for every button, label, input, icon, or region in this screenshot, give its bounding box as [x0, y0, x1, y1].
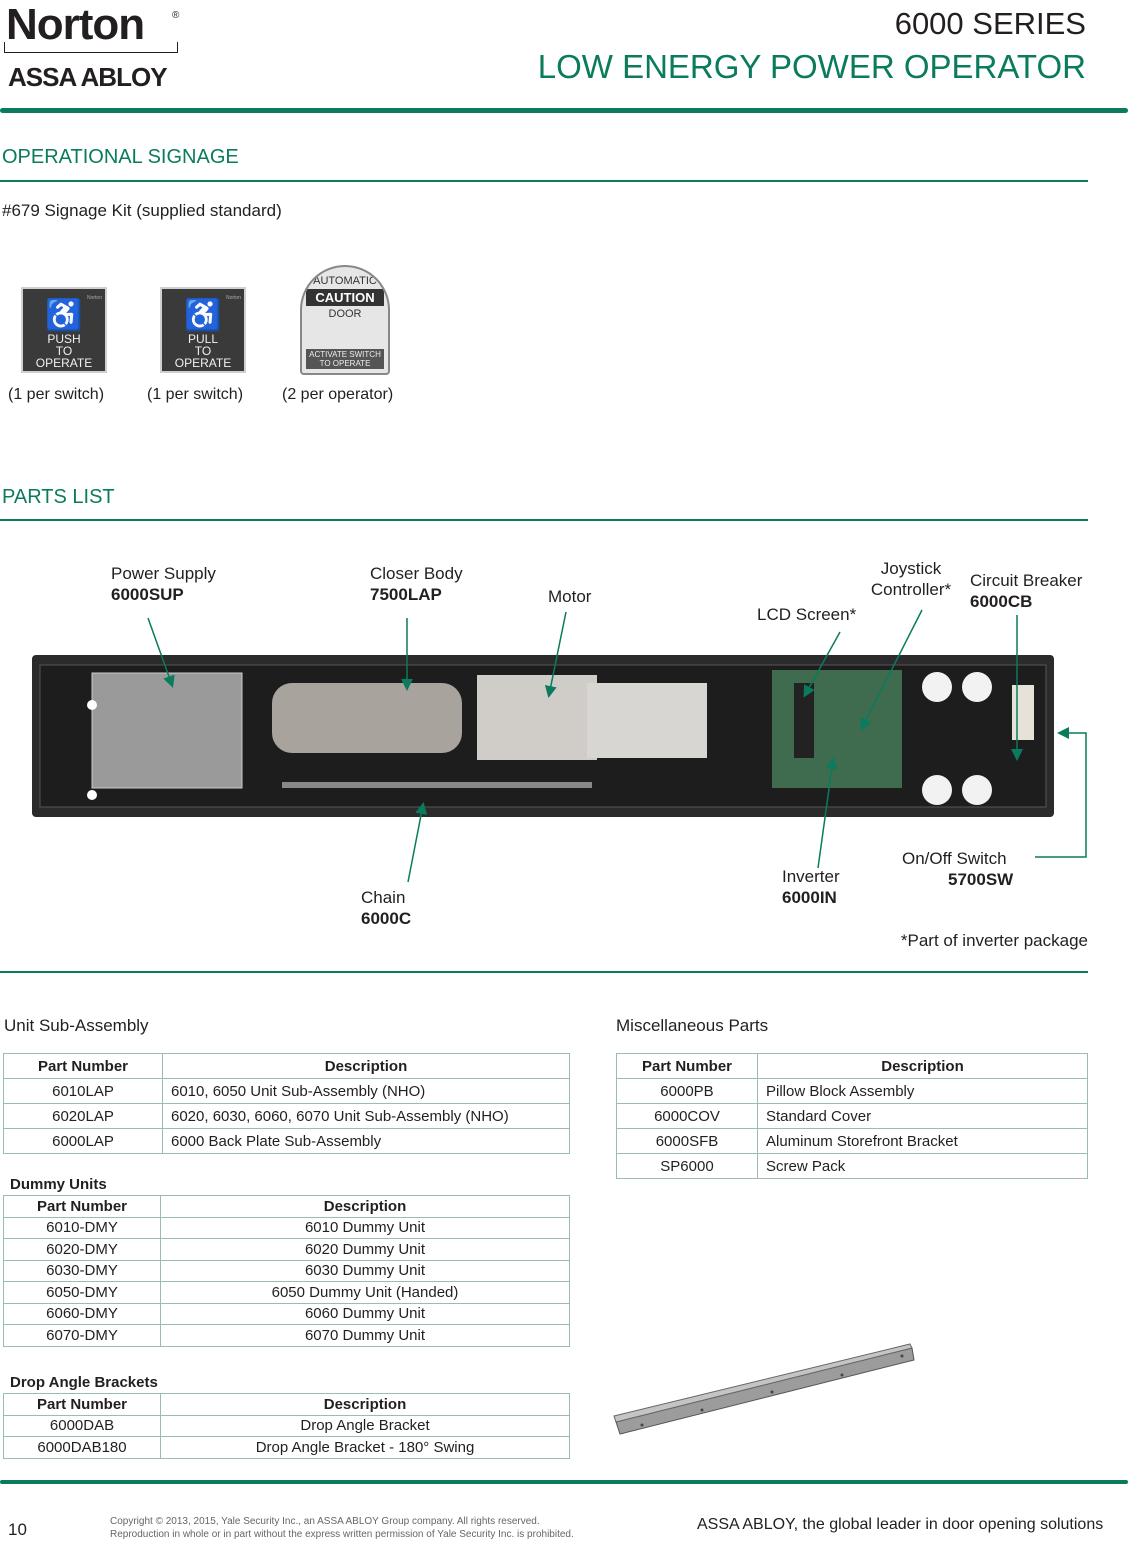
- sign-brand: Norton: [225, 295, 241, 301]
- misc-parts-title: Miscellaneous Parts: [616, 1016, 769, 1035]
- signage-kit-title: #679 Signage Kit (supplied standard): [2, 201, 282, 220]
- label-motor: Motor: [548, 587, 592, 606]
- column-header: Part Number: [4, 1394, 161, 1416]
- table-row: [4, 1282, 570, 1304]
- drop-angle-brackets-table: [3, 1393, 570, 1459]
- caution-line: ACTIVATE SWITCH: [309, 350, 381, 359]
- caution-line: DOOR: [328, 308, 362, 320]
- column-header: Description: [161, 1394, 570, 1416]
- wheelchair-icon: ♿: [184, 299, 222, 332]
- part-number: 6070-DMY: [4, 1325, 161, 1347]
- table-header-row: [4, 1394, 570, 1416]
- caution-line: CAUTION: [306, 289, 384, 306]
- page-number: 10: [8, 1520, 27, 1539]
- part-name: On/Off Switch: [902, 849, 1007, 868]
- table-row: [4, 1437, 570, 1459]
- misc-parts-table: [616, 1053, 1088, 1179]
- table-header-row: [4, 1196, 570, 1218]
- registered-mark: ®: [172, 10, 180, 21]
- part-code: 6000CB: [970, 592, 1033, 611]
- table-header-row: [4, 1054, 570, 1079]
- drop-angle-brackets-title: Drop Angle Brackets: [10, 1374, 158, 1391]
- column-header: Description: [758, 1054, 1088, 1079]
- parts-bottom-rule: [0, 971, 1088, 973]
- dummy-units-title: Dummy Units: [10, 1176, 107, 1193]
- part-number: 6010LAP: [4, 1079, 163, 1104]
- part-description: 6000 Back Plate Sub-Assembly: [163, 1129, 570, 1154]
- caution-line: AUTOMATIC: [313, 275, 377, 287]
- table-row: [4, 1079, 570, 1104]
- column-header: Part Number: [617, 1054, 758, 1079]
- part-description: 6070 Dummy Unit: [161, 1325, 570, 1347]
- part-description: Aluminum Storefront Bracket: [758, 1129, 1088, 1154]
- part-number: 6010-DMY: [4, 1217, 161, 1239]
- column-header: Part Number: [4, 1196, 161, 1218]
- footer-rule: [0, 1480, 1128, 1484]
- label-circuit-breaker: [970, 570, 1082, 612]
- part-name: Controller*: [870, 580, 952, 599]
- table-row: [617, 1129, 1088, 1154]
- inverter-footnote: *Part of inverter package: [900, 931, 1088, 950]
- part-description: 6010, 6050 Unit Sub-Assembly (NHO): [163, 1079, 570, 1104]
- part-description: 6010 Dummy Unit: [161, 1217, 570, 1239]
- sign-text: TO: [194, 344, 212, 358]
- part-description: Standard Cover: [758, 1104, 1088, 1129]
- copyright-line: Copyright © 2013, 2015, Yale Security Inc., an ASSA ABLOY Group company. All rights reserved.: [110, 1516, 540, 1527]
- sign-text: OPERATE: [174, 356, 232, 370]
- part-description: Pillow Block Assembly: [758, 1079, 1088, 1104]
- sign-caption: (1 per switch): [147, 386, 244, 403]
- part-number: 6000SFB: [617, 1129, 758, 1154]
- series-title: 6000 SERIES: [894, 6, 1086, 41]
- column-header: Part Number: [4, 1054, 163, 1079]
- part-code: 7500LAP: [370, 585, 442, 604]
- part-description: 6050 Dummy Unit (Handed): [161, 1282, 570, 1304]
- assa-abloy-logo: ASSA ABLOY: [8, 62, 167, 92]
- footer-tagline: ASSA ABLOY, the global leader in door opening solutions: [697, 1516, 1104, 1533]
- sign-caption: (1 per switch): [8, 386, 105, 403]
- part-description: 6020 Dummy Unit: [161, 1239, 570, 1261]
- label-joystick: [866, 558, 956, 600]
- sign-brand: Norton: [86, 295, 102, 301]
- table-row: [4, 1104, 570, 1129]
- part-description: 6020, 6030, 6060, 6070 Unit Sub-Assembly (NHO): [163, 1104, 570, 1129]
- part-description: 6030 Dummy Unit: [161, 1260, 570, 1282]
- copyright-line: Reproduction in whole or in part without the express written permission of Yale Security Inc. is prohibited.: [110, 1529, 574, 1540]
- label-power-supply: [111, 563, 216, 605]
- part-number: 6000DAB: [4, 1415, 161, 1437]
- table-row: [4, 1239, 570, 1261]
- part-code: 5700SW: [948, 870, 1014, 889]
- sign-text: PUSH: [47, 332, 81, 346]
- part-number: 6000PB: [617, 1079, 758, 1104]
- copyright-notice: [110, 1515, 574, 1541]
- sign-text: PULL: [187, 332, 219, 346]
- sign-text: OPERATE: [35, 356, 93, 370]
- part-number: 6020-DMY: [4, 1239, 161, 1261]
- part-name: Inverter: [782, 867, 840, 886]
- part-code: 6000IN: [782, 888, 837, 907]
- table-row: [4, 1415, 570, 1437]
- part-number: 6000LAP: [4, 1129, 163, 1154]
- sign-caption: (2 per operator): [282, 386, 394, 403]
- part-number: 6000DAB180: [4, 1437, 161, 1459]
- caution-line: TO OPERATE: [319, 359, 371, 368]
- part-description: Drop Angle Bracket: [161, 1415, 570, 1437]
- part-number: 6020LAP: [4, 1104, 163, 1129]
- part-name: Circuit Breaker: [970, 571, 1083, 590]
- table-row: [4, 1303, 570, 1325]
- unit-sub-assembly-table: [3, 1053, 570, 1154]
- part-code: 6000C: [361, 909, 412, 928]
- product-subtitle: LOW ENERGY POWER OPERATOR: [537, 48, 1086, 85]
- column-header: Description: [163, 1054, 570, 1079]
- part-name: Joystick: [880, 559, 942, 578]
- part-name: Power Supply: [111, 564, 216, 583]
- column-header: Description: [161, 1196, 570, 1218]
- norton-logo: Norton: [6, 0, 145, 49]
- table-row: [617, 1104, 1088, 1129]
- label-chain: [361, 887, 411, 929]
- part-description: 6060 Dummy Unit: [161, 1303, 570, 1325]
- unit-sub-assembly-title: Unit Sub-Assembly: [4, 1016, 149, 1035]
- table-row: [617, 1154, 1088, 1179]
- dummy-units-table: [3, 1195, 570, 1347]
- part-number: 6060-DMY: [4, 1303, 161, 1325]
- part-number: SP6000: [617, 1154, 758, 1179]
- table-row: [4, 1260, 570, 1282]
- part-number: 6050-DMY: [4, 1282, 161, 1304]
- label-inverter: [782, 866, 840, 908]
- part-description: Drop Angle Bracket - 180° Swing: [161, 1437, 570, 1459]
- part-code: 6000SUP: [111, 585, 184, 604]
- label-on-off-switch: [902, 848, 1013, 890]
- part-number: 6000COV: [617, 1104, 758, 1129]
- wheelchair-icon: ♿: [45, 299, 83, 332]
- table-row: [617, 1079, 1088, 1104]
- table-row: [4, 1217, 570, 1239]
- label-lcd-screen: LCD Screen*: [757, 605, 857, 624]
- part-description: Screw Pack: [758, 1154, 1088, 1179]
- table-row: [4, 1325, 570, 1347]
- part-name: Closer Body: [370, 564, 463, 583]
- label-closer-body: [370, 563, 463, 605]
- sign-text: TO: [55, 344, 73, 358]
- table-header-row: [617, 1054, 1088, 1079]
- signage-section-title: OPERATIONAL SIGNAGE: [2, 146, 239, 168]
- parts-section-title: PARTS LIST: [2, 486, 115, 508]
- table-row: [4, 1129, 570, 1154]
- part-number: 6030-DMY: [4, 1260, 161, 1282]
- drop-angle-bracket-image: [612, 1340, 922, 1440]
- part-name: Chain: [361, 888, 406, 907]
